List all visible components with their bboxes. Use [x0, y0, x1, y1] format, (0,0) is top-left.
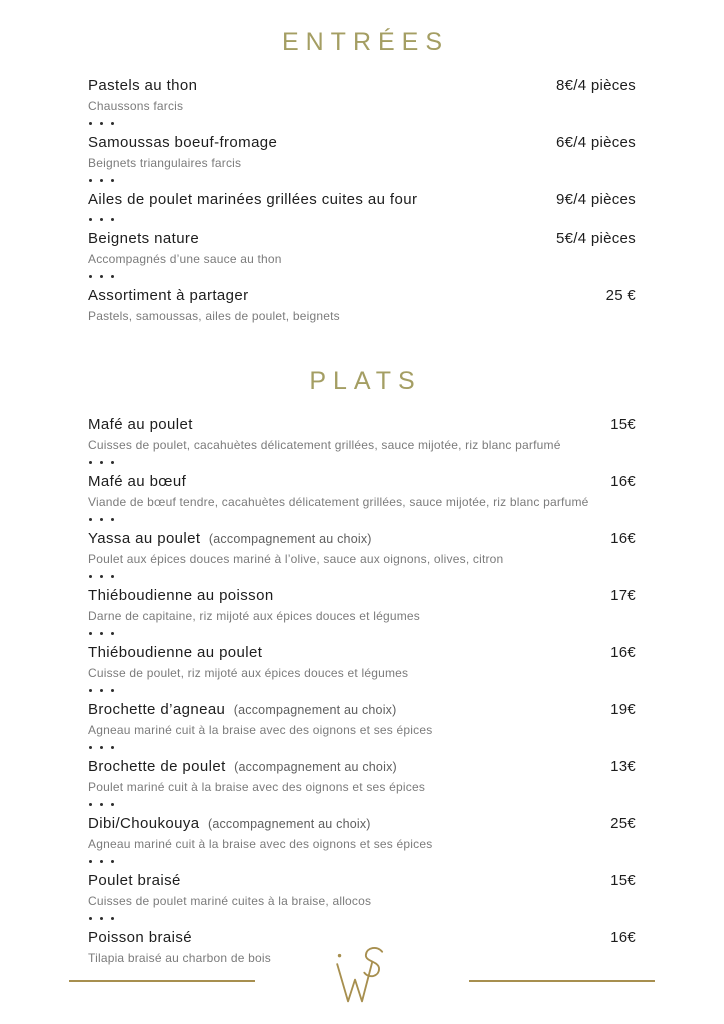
item-name: Samoussas boeuf-fromage: [88, 134, 278, 151]
menu-item: [88, 134, 636, 182]
item-title: [88, 530, 372, 548]
dots-separator: [89, 575, 636, 578]
section-title: PLATS: [309, 367, 422, 395]
menu-item: [88, 473, 636, 521]
item-name: Thiéboudienne au poisson: [88, 587, 274, 604]
section-items: [88, 77, 636, 323]
item-price: 15€: [610, 416, 636, 433]
menu-item: [88, 530, 636, 578]
item-price: 25 €: [605, 287, 636, 304]
dots-separator: [89, 746, 636, 749]
item-title: [88, 872, 181, 890]
item-description: Viande de bœuf tendre, cacahuètes délicatement grillées, sauce mijotée, riz blanc parfumé: [88, 495, 589, 509]
item-name: Poulet braisé: [88, 872, 181, 889]
menu-item: [88, 701, 636, 749]
dots-separator: [89, 689, 636, 692]
item-title: [88, 287, 249, 305]
item-row: [88, 701, 636, 719]
item-row: [88, 416, 636, 434]
item-price: 16€: [610, 644, 636, 661]
item-description: Chaussons farcis: [88, 99, 184, 113]
item-name: Yassa au poulet: [88, 530, 201, 547]
item-description: Poulet mariné cuit à la braise avec des oignons et ses épices: [88, 780, 426, 794]
item-price: 5€/4 pièces: [555, 230, 636, 247]
dots-separator: [89, 518, 636, 521]
section-title: ENTRÉES: [281, 28, 450, 56]
item-description: Cuisses de poulet, cacahuètes délicatement grillées, sauce mijotée, riz blanc parfumé: [88, 438, 561, 452]
menu-content: [88, 28, 636, 975]
item-title: [88, 473, 186, 491]
item-name: Mafé au bœuf: [88, 473, 187, 490]
menu-section: [88, 28, 636, 323]
item-name: Brochette d’agneau: [88, 701, 226, 718]
dots-separator: [89, 179, 636, 182]
item-title: [88, 587, 274, 605]
menu-item: [88, 872, 636, 920]
item-price: 16€: [610, 929, 636, 946]
item-price: 17€: [610, 587, 636, 604]
item-description: Darne de capitaine, riz mijoté aux épices douces et légumes: [88, 609, 420, 623]
item-description: Accompagnés d’une sauce au thon: [88, 252, 282, 266]
item-name: Assortiment à partager: [88, 287, 249, 304]
item-row: [88, 230, 636, 248]
item-description: Agneau mariné cuit à la braise avec des oignons et ses épices: [88, 837, 433, 851]
menu-item: [88, 230, 636, 278]
dots-separator: [89, 218, 636, 221]
ws-monogram-icon: [331, 942, 393, 1008]
item-row: [88, 644, 636, 662]
dots-separator: [89, 461, 636, 464]
item-description: Beignets triangulaires farcis: [88, 156, 242, 170]
item-price: 16€: [610, 473, 636, 490]
item-name: Mafé au poulet: [88, 416, 193, 433]
dots-separator: [89, 917, 636, 920]
item-title: [88, 644, 262, 662]
item-note: (accompagnement au choix): [234, 760, 397, 774]
item-description: Poulet aux épices douces mariné à l’olive, sauce aux oignons, olives, citron: [88, 552, 504, 566]
dots-separator: [89, 860, 636, 863]
item-row: [88, 872, 636, 890]
item-price: 25€: [610, 815, 636, 832]
item-name: Thiéboudienne au poulet: [88, 644, 263, 661]
menu-item: [88, 77, 636, 125]
item-title: [88, 815, 371, 833]
menu-item: [88, 758, 636, 806]
item-title: [88, 134, 277, 152]
item-name: Ailes de poulet marinées grillées cuites au four: [88, 191, 418, 208]
item-price: 16€: [610, 530, 636, 547]
item-row: [88, 473, 636, 491]
item-title: [88, 416, 193, 434]
item-row: [88, 587, 636, 605]
item-price: 6€/4 pièces: [555, 134, 636, 151]
menu-item: [88, 191, 636, 221]
item-name: Brochette de poulet: [88, 758, 226, 775]
menu-section: [88, 367, 636, 965]
footer-rule-right: [469, 980, 655, 982]
item-name: Poisson braisé: [88, 929, 192, 946]
item-row: [88, 530, 636, 548]
item-note: (accompagnement au choix): [208, 532, 372, 546]
item-name: Pastels au thon: [88, 77, 198, 94]
item-price: 19€: [610, 701, 636, 718]
item-price: 15€: [610, 872, 636, 889]
item-description: Cuisse de poulet, riz mijoté aux épices douces et légumes: [88, 666, 409, 680]
menu-item: [88, 644, 636, 692]
dots-separator: [89, 122, 636, 125]
footer-rule-left: [69, 980, 255, 982]
item-title: [88, 230, 199, 248]
item-description: Cuisses de poulet mariné cuites à la braise, allocos: [88, 894, 372, 908]
menu-item: [88, 416, 636, 464]
item-description: Pastels, samoussas, ailes de poulet, beignets: [88, 309, 340, 323]
item-note: (accompagnement au choix): [207, 817, 371, 831]
dots-separator: [89, 275, 636, 278]
item-row: [88, 287, 636, 305]
item-row: [88, 758, 636, 776]
item-row: [88, 77, 636, 95]
item-name: Dibi/Choukouya: [88, 815, 200, 832]
item-row: [88, 815, 636, 833]
footer: [0, 942, 724, 1008]
item-price: 13€: [610, 758, 636, 775]
dots-separator: [89, 632, 636, 635]
section-items: [88, 416, 636, 965]
item-title: [88, 191, 417, 209]
item-title: [88, 758, 397, 776]
item-note: (accompagnement au choix): [233, 703, 397, 717]
item-price: 8€/4 pièces: [555, 77, 636, 94]
item-title: [88, 701, 397, 719]
item-price: 9€/4 pièces: [555, 191, 636, 208]
item-title: [88, 77, 197, 95]
item-description: Tilapia braisé au charbon de bois: [88, 951, 271, 965]
menu-item: [88, 287, 636, 323]
menu-item: [88, 815, 636, 863]
item-row: [88, 134, 636, 152]
menu-item: [88, 587, 636, 635]
item-description: Agneau mariné cuit à la braise avec des oignons et ses épices: [88, 723, 433, 737]
dots-separator: [89, 803, 636, 806]
item-row: [88, 191, 636, 209]
item-name: Beignets nature: [88, 230, 200, 247]
